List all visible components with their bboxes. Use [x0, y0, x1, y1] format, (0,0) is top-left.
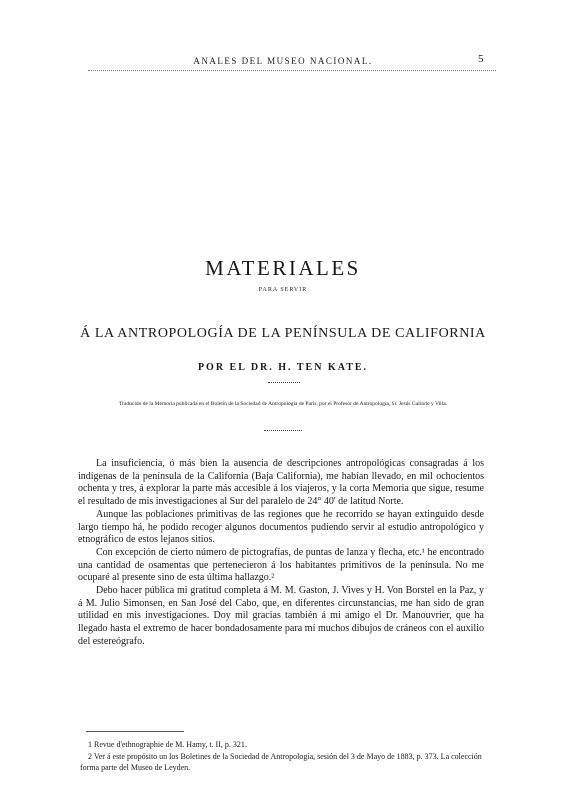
body-paragraph: Con excepción de cierto número de pictografías, de puntas de lanza y flecha, etc.¹ he encontrado una cantidad de osamentas que pertenecieron á los habitantes primitivos de la península. No me ocuparé al presente sino de esta última hallazgo.² [78, 546, 484, 584]
body-text [78, 458, 484, 649]
footnote: 2 Ver á este propósito un los Boletines de la Sociedad de Antropología, sesión del 3 de Mayo de 1883, p. 373. La colección forma parte del Museo de Leyden. [80, 751, 482, 772]
page-number: 5 [478, 53, 484, 65]
body-paragraph: La insuficiencia, ó más bien la ausencia de descripciones antropológicas consagradas á los indígenas de la península de la California (Baja California), me habían llevado, en mil ochocientos ochenta y tres, á explorar la parte más accesible á los viajeros, y la corta Memoria que sigue, resume el resultado de mis investigaciones al Sur del paralelo de 24° 40' de latitud Norte. [78, 458, 484, 508]
article-subtitle: Á LA ANTROPOLOGÍA DE LA PENÍNSULA DE CALIFORNIA [80, 326, 486, 341]
title-connector: PARA SERVIR [258, 287, 308, 293]
article-author: POR EL DR. H. TEN KATE. [197, 362, 369, 373]
footnote: 1 Revue d'ethnographie de M. Hamy, t. II, p. 321. [88, 740, 247, 749]
footnotes [80, 739, 484, 774]
running-head: ANALES DEL MUSEO NACIONAL. [193, 56, 373, 66]
header-rule [88, 70, 496, 71]
title-divider [268, 382, 300, 383]
body-paragraph: Debo hacer pública mi gratitud completa á M. M. Gaston, J. Vives y H. Von Borstel en la Paz, y á M. Julio Simonsen, en San José del Cabo, que, en diferentes circunstancias, me han sido de gran utilidad en mis investigaciones. Doy mil gracias también á mi amigo el Dr. Manouvrier, que ha llegado hasta el extremo de hacer bondadosamente para mí muchos dibujos de cráneos con el auxilio del estereógrafo. [78, 585, 484, 647]
translation-note: Traducido de la Memoria publicada en el Boletín de la Sociedad de Antropología de París, por el Profesor de Antropología, Sr. Jesús Galindo y Villa. [118, 401, 448, 407]
article-title: MATERIALES [205, 256, 361, 280]
body-paragraph: Aunque las poblaciones primitivas de las regiones que he recorrido se hayan extinguido desde largo tiempo há, he podido recoger algunos documentos pudiendo servir al estudio antropológico y etnográfico de estos lejanos sitios. [78, 508, 484, 546]
title-divider [264, 430, 302, 431]
footnote-rule [86, 731, 184, 732]
